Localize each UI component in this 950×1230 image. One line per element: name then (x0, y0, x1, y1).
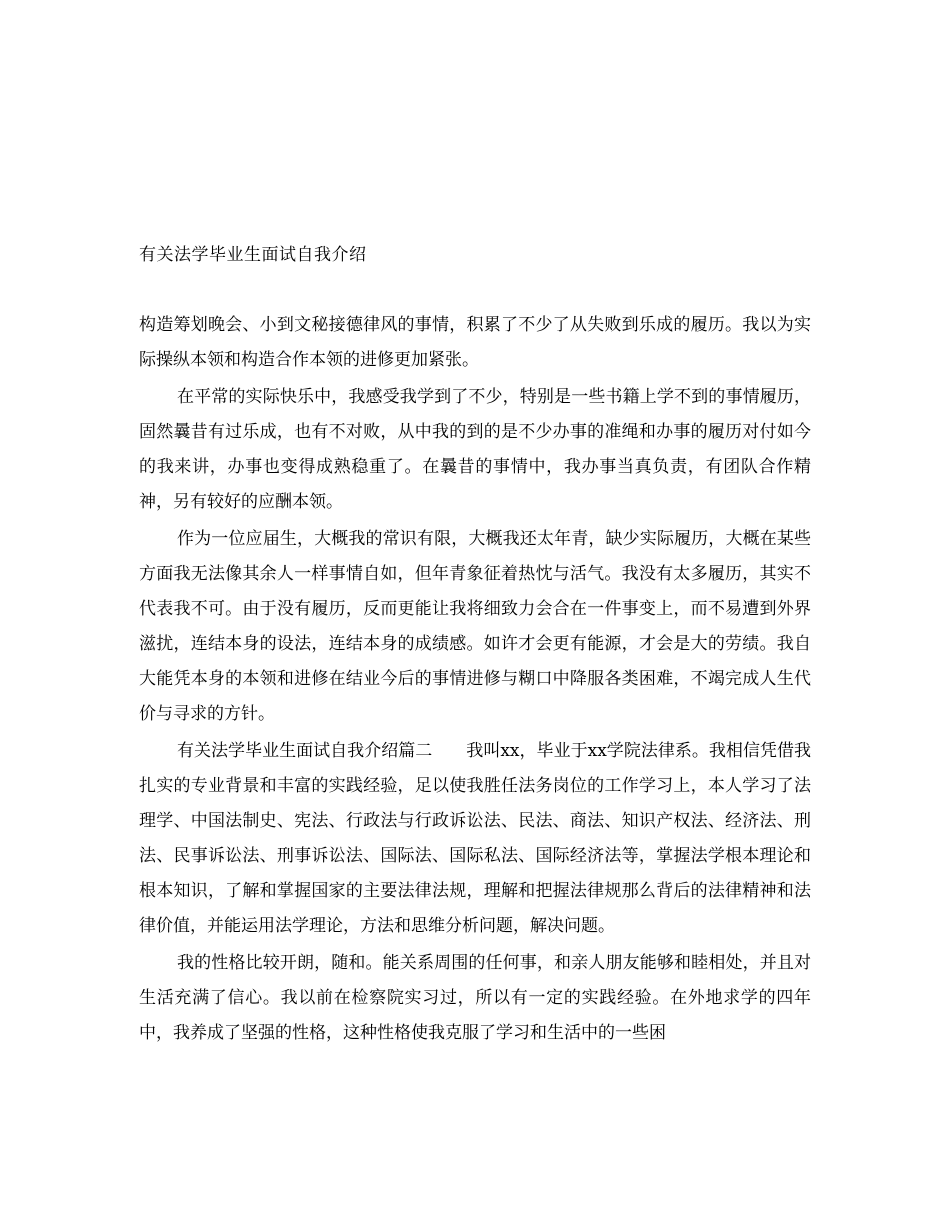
paragraph-last: 我的性格比较开朗，随和。能关系周围的任何事，和亲人朋友能够和睦相处，并且对生活充满了信心。我以前在检察院实习过，所以有一定的实践经验。在外地求学的四年中，我养成了坚强的性格，这种性格使我克服了学习和生活中的一些困 (139, 953, 811, 1043)
paragraph-1: 构造筹划晚会、小到文秘接德律风的事情，积累了不少了从失败到乐成的履历。我以为实际操纵本领和构造合作本领的进修更加紧张。 (139, 315, 811, 370)
paragraph-2: 在平常的实际快乐中，我感受我学到了不少，特别是一些书籍上学不到的事情履历，固然曩昔有过乐成，也有不对败，从中我的到的是不少办事的准绳和办事的履历对付如今的我来讲，办事也变得成熟稳重了。在曩昔的事情中，我办事当真负责，有团队合作精神，另有较好的应酬本领。 (139, 387, 811, 512)
section-two-text: 我叫xx，毕业于xx学院法律系。我相信凭借我扎实的专业背景和丰富的实践经验，足以使我胜任法务岗位的工作学习上，本人学习了法理学、中国法制史、宪法、行政法与行政诉讼法、民法、商法、知识产权法、经济法、刑法、民事诉讼法、刑事诉讼法、国际法、国际私法、国际经济法等，掌握法学根本理论和根本知识，了解和掌握国家的主要法律法规，理解和把握法律规那么背后的法律精神和法律价值，并能运用法学理论，方法和思维分析问题，解决问题。 (139, 741, 811, 936)
document-body (139, 308, 811, 1053)
document-title: 有关法学毕业生面试自我介绍 (139, 245, 367, 265)
section-two-paragraph (139, 734, 811, 944)
section-two-heading: 有关法学毕业生面试自我介绍篇二 (177, 741, 433, 761)
paragraph-3: 作为一位应届生，大概我的常识有限，大概我还太年青，缺少实际履历，大概在某些方面我无法像其余人一样事情自如，但年青象征着热忱与活气。我没有太多履历，其实不代表我不可。由于没有履历，反而更能让我将细致力会合在一件事变上，而不易遭到外界滋扰，连结本身的设法，连结本身的成绩感。如许才会更有能源，才会是大的劳绩。我自大能凭本身的本领和进修在结业今后的事情进修与糊口中降服各类困难，不竭完成人生代价与寻求的方针。 (139, 529, 811, 724)
